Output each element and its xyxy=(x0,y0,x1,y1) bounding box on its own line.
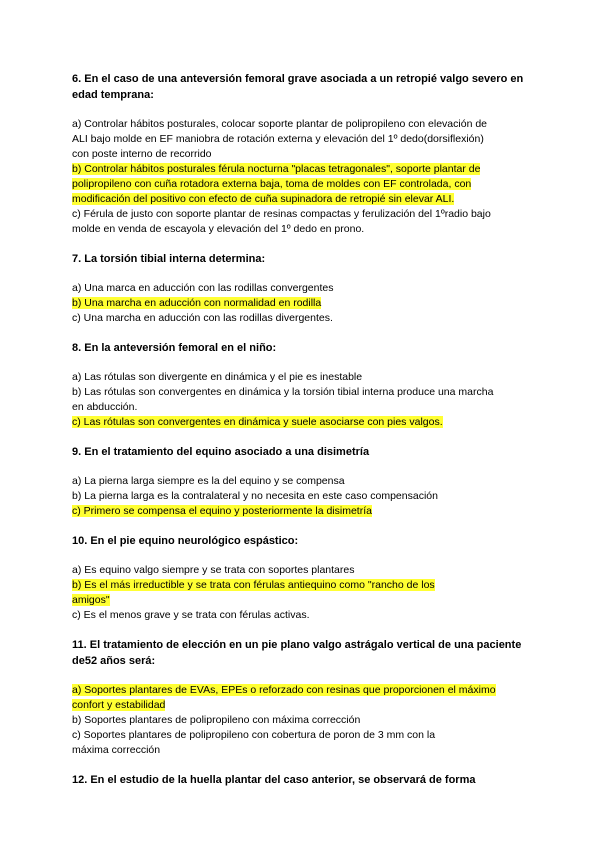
answer-line: c) Soportes plantares de polipropileno con cobertura de poron de 3 mm con la xyxy=(72,729,436,741)
answer-option xyxy=(72,281,532,296)
answer-line: con poste interno de recorrido xyxy=(72,148,212,160)
question-block xyxy=(72,71,532,237)
answer-line: b) La pierna larga es la contralateral y no necesita en este caso compensación xyxy=(72,490,438,502)
answer-options xyxy=(72,563,532,623)
highlighted-answer-line: c) Primero se compensa el equino y posteriormente la disimetría xyxy=(72,505,372,517)
answer-option xyxy=(72,311,532,326)
answer-option xyxy=(72,608,532,623)
answer-line: c) Una marcha en aducción con las rodillas divergentes. xyxy=(72,312,333,324)
answer-option xyxy=(72,474,532,489)
question-block xyxy=(72,533,532,623)
question-title: 8. En la anteversión femoral en el niño: xyxy=(72,342,277,354)
answer-line: a) La pierna larga siempre es la del equino y se compensa xyxy=(72,475,345,487)
question-title: 10. En el pie equino neurológico espástico: xyxy=(72,535,299,547)
answer-line: a) Una marca en aducción con las rodillas convergentes xyxy=(72,282,334,294)
answer-options xyxy=(72,117,532,237)
highlighted-answer-line: polipropileno con cuña rotadora externa baja, toma de moldes con EF controlada, con xyxy=(72,178,472,190)
answer-options xyxy=(72,683,532,758)
answer-options xyxy=(72,370,532,430)
highlighted-answer-line: b) Es el más irreductible y se trata con férulas antiequino como "rancho de los xyxy=(72,579,435,591)
answer-option xyxy=(72,207,532,237)
question-title: 9. En el tratamiento del equino asociado a una disimetría xyxy=(72,446,370,458)
question-title: 11. El tratamiento de elección en un pie plano valgo astrágalo vertical de una paciente de52 años será: xyxy=(72,639,522,667)
answer-line: c) Es el menos grave y se trata con férulas activas. xyxy=(72,609,310,621)
answer-line: a) Las rótulas son divergente en dinámica y el pie es inestable xyxy=(72,371,363,383)
answer-options xyxy=(72,474,532,519)
question-block xyxy=(72,444,532,519)
question-block xyxy=(72,251,532,326)
highlighted-answer-line: a) Soportes plantares de EVAs, EPEs o reforzado con resinas que proporcionen el máximo xyxy=(72,684,496,696)
question-block xyxy=(72,340,532,430)
question-title: 6. En el caso de una anteversión femoral grave asociada a un retropié valgo severo en edad temprana: xyxy=(72,73,524,101)
answer-line: ALI bajo molde en EF maniobra de rotación externa y elevación del 1º dedo(dorsiflexión) xyxy=(72,133,484,145)
question-block xyxy=(72,637,532,758)
answer-options xyxy=(72,281,532,326)
answer-option xyxy=(72,578,532,608)
answer-option xyxy=(72,489,532,504)
answer-line: a) Es equino valgo siempre y se trata con soportes plantares xyxy=(72,564,355,576)
answer-line: a) Controlar hábitos posturales, colocar soporte plantar de polipropileno con elevación de xyxy=(72,118,488,130)
answer-option xyxy=(72,563,532,578)
answer-line: máxima corrección xyxy=(72,744,161,756)
question-title: 7. La torsión tibial interna determina: xyxy=(72,253,266,265)
answer-option xyxy=(72,713,532,728)
answer-line: b) Soportes plantares de polipropileno con máxima corrección xyxy=(72,714,361,726)
answer-line: molde en venda de escayola y elevación del 1º dedo en prono. xyxy=(72,223,365,235)
answer-line: b) Las rótulas son convergentes en dinámica y la torsión tibial interna produce una marcha xyxy=(72,386,494,398)
highlighted-answer-line: amigos" xyxy=(72,594,110,606)
answer-line: c) Férula de justo con soporte plantar de resinas compactas y ferulización del 1ºradio bajo xyxy=(72,208,491,220)
answer-option xyxy=(72,162,532,207)
answer-option xyxy=(72,296,532,311)
question-block xyxy=(72,772,532,788)
document-page xyxy=(72,71,532,802)
highlighted-answer-line: confort y estabilidad xyxy=(72,699,166,711)
answer-option xyxy=(72,683,532,713)
answer-line: en abducción. xyxy=(72,401,138,413)
highlighted-answer-line: modificación del positivo con efecto de cuña supinadora de retropié sin elevar ALI. xyxy=(72,193,455,205)
highlighted-answer-line: c) Las rótulas son convergentes en dinámica y suele asociarse con pies valgos. xyxy=(72,416,443,428)
answer-option xyxy=(72,117,532,162)
answer-option xyxy=(72,385,532,415)
answer-option xyxy=(72,370,532,385)
highlighted-answer-line: b) Controlar hábitos posturales férula nocturna "placas tetragonales", soporte plantar de xyxy=(72,163,481,175)
highlighted-answer-line: b) Una marcha en aducción con normalidad en rodilla xyxy=(72,297,322,309)
question-title: 12. En el estudio de la huella plantar del caso anterior, se observará de forma xyxy=(72,774,476,786)
answer-option xyxy=(72,728,532,758)
answer-option xyxy=(72,504,532,519)
answer-option xyxy=(72,415,532,430)
